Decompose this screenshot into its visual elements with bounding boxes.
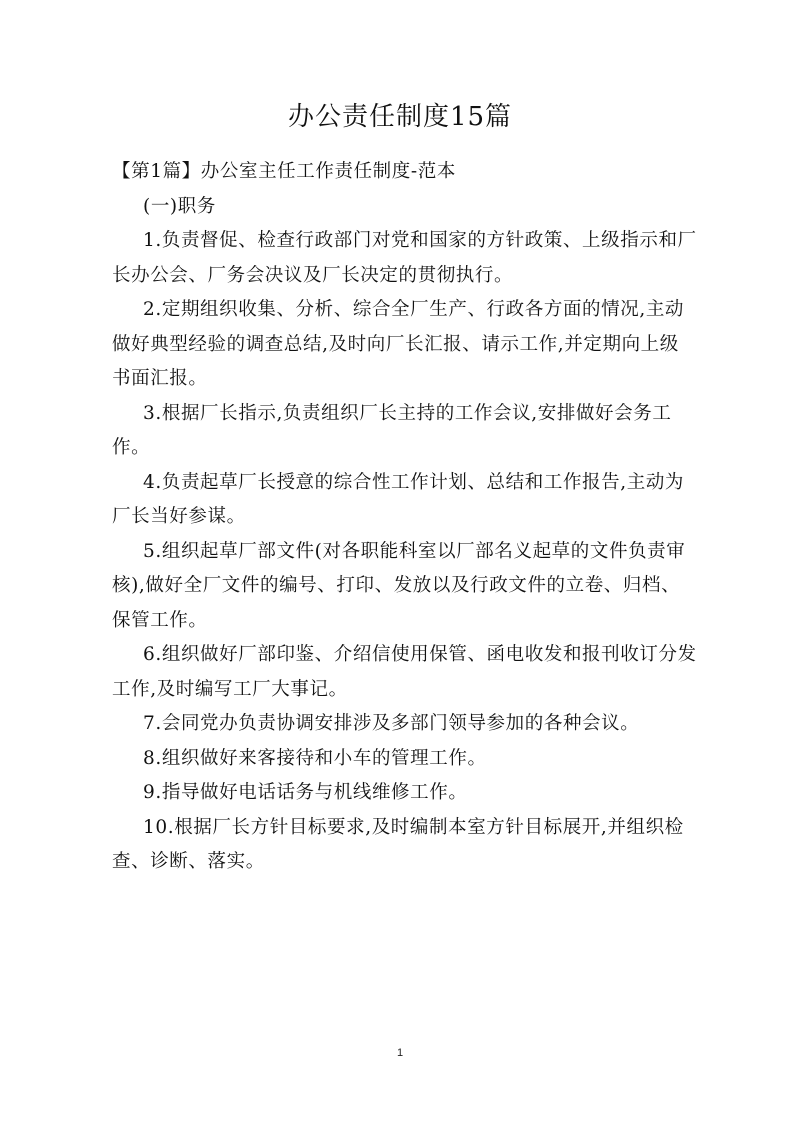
paragraph-6 [112,638,696,707]
paragraph-line: 3.根据厂长指示,负责组织厂长主持的工作会议,安排做好会务工 [143,402,672,424]
paragraph-line: 厂长当好参谋。 [112,506,246,527]
paragraph-line: 2.定期组织收集、分析、综合全厂生产、行政各方面的情况,主动 [143,299,685,320]
paragraph-9 [112,776,696,811]
paragraph-line: 保管工作。 [112,609,208,631]
paragraph-line: 核),做好全厂文件的编号、打印、发放以及行政文件的立卷、归档、 [112,575,681,596]
paragraph-line: 工作,及时编写工厂大事记。 [112,678,348,700]
section-heading: (一)职务 [143,195,216,217]
paragraph-line: 长办公会、厂务会决议及厂长决定的贯彻执行。 [112,264,514,286]
page-title: 办公责任制度15篇 [287,102,513,132]
paragraph-2 [112,293,696,397]
paragraph-line: 做好典型经验的调查总结,及时向厂长汇报、请示工作,并定期向上级 [112,333,679,355]
document-body [112,155,696,880]
paragraph-line: 1.负责督促、检查行政部门对党和国家的方针政策、上级指示和厂 [143,230,697,251]
chapter-heading: 【第1篇】办公室主任工作责任制度-范本 [112,161,456,182]
paragraph-line: 4.负责起草厂长授意的综合性工作计划、总结和工作报告,主动为 [143,471,685,493]
paragraph-5 [112,535,696,639]
paragraph-1 [112,224,696,293]
paragraph-3 [112,397,696,466]
paragraph-10 [112,811,696,880]
paragraph-line: 8.组织做好来客接待和小车的管理工作。 [143,747,487,769]
paragraph-line: 书面汇报。 [112,368,208,389]
paragraph-line: 5.组织起草厂部文件(对各职能科室以厂部名义起草的文件负责审 [143,540,686,562]
paragraph-4 [112,466,696,535]
paragraph-8 [112,742,696,777]
paragraph-line: 查、诊断、落实。 [112,851,265,872]
paragraph-7 [112,707,696,742]
paragraph-line: 6.组织做好厂部印鉴、介绍信使用保管、函电收发和报刊收订分发 [143,644,697,665]
paragraph-line: 9.指导做好电话话务与机线维修工作。 [143,782,468,803]
paragraph-line: 10.根据厂长方针目标要求,及时编制本室方针目标展开,并组织检 [143,816,684,838]
paragraph-line: 7.会同党办负责协调安排涉及多部门领导参加的各种会议。 [143,713,640,734]
page-number: 1 [396,1047,404,1059]
paragraph-line: 作。 [112,437,151,458]
